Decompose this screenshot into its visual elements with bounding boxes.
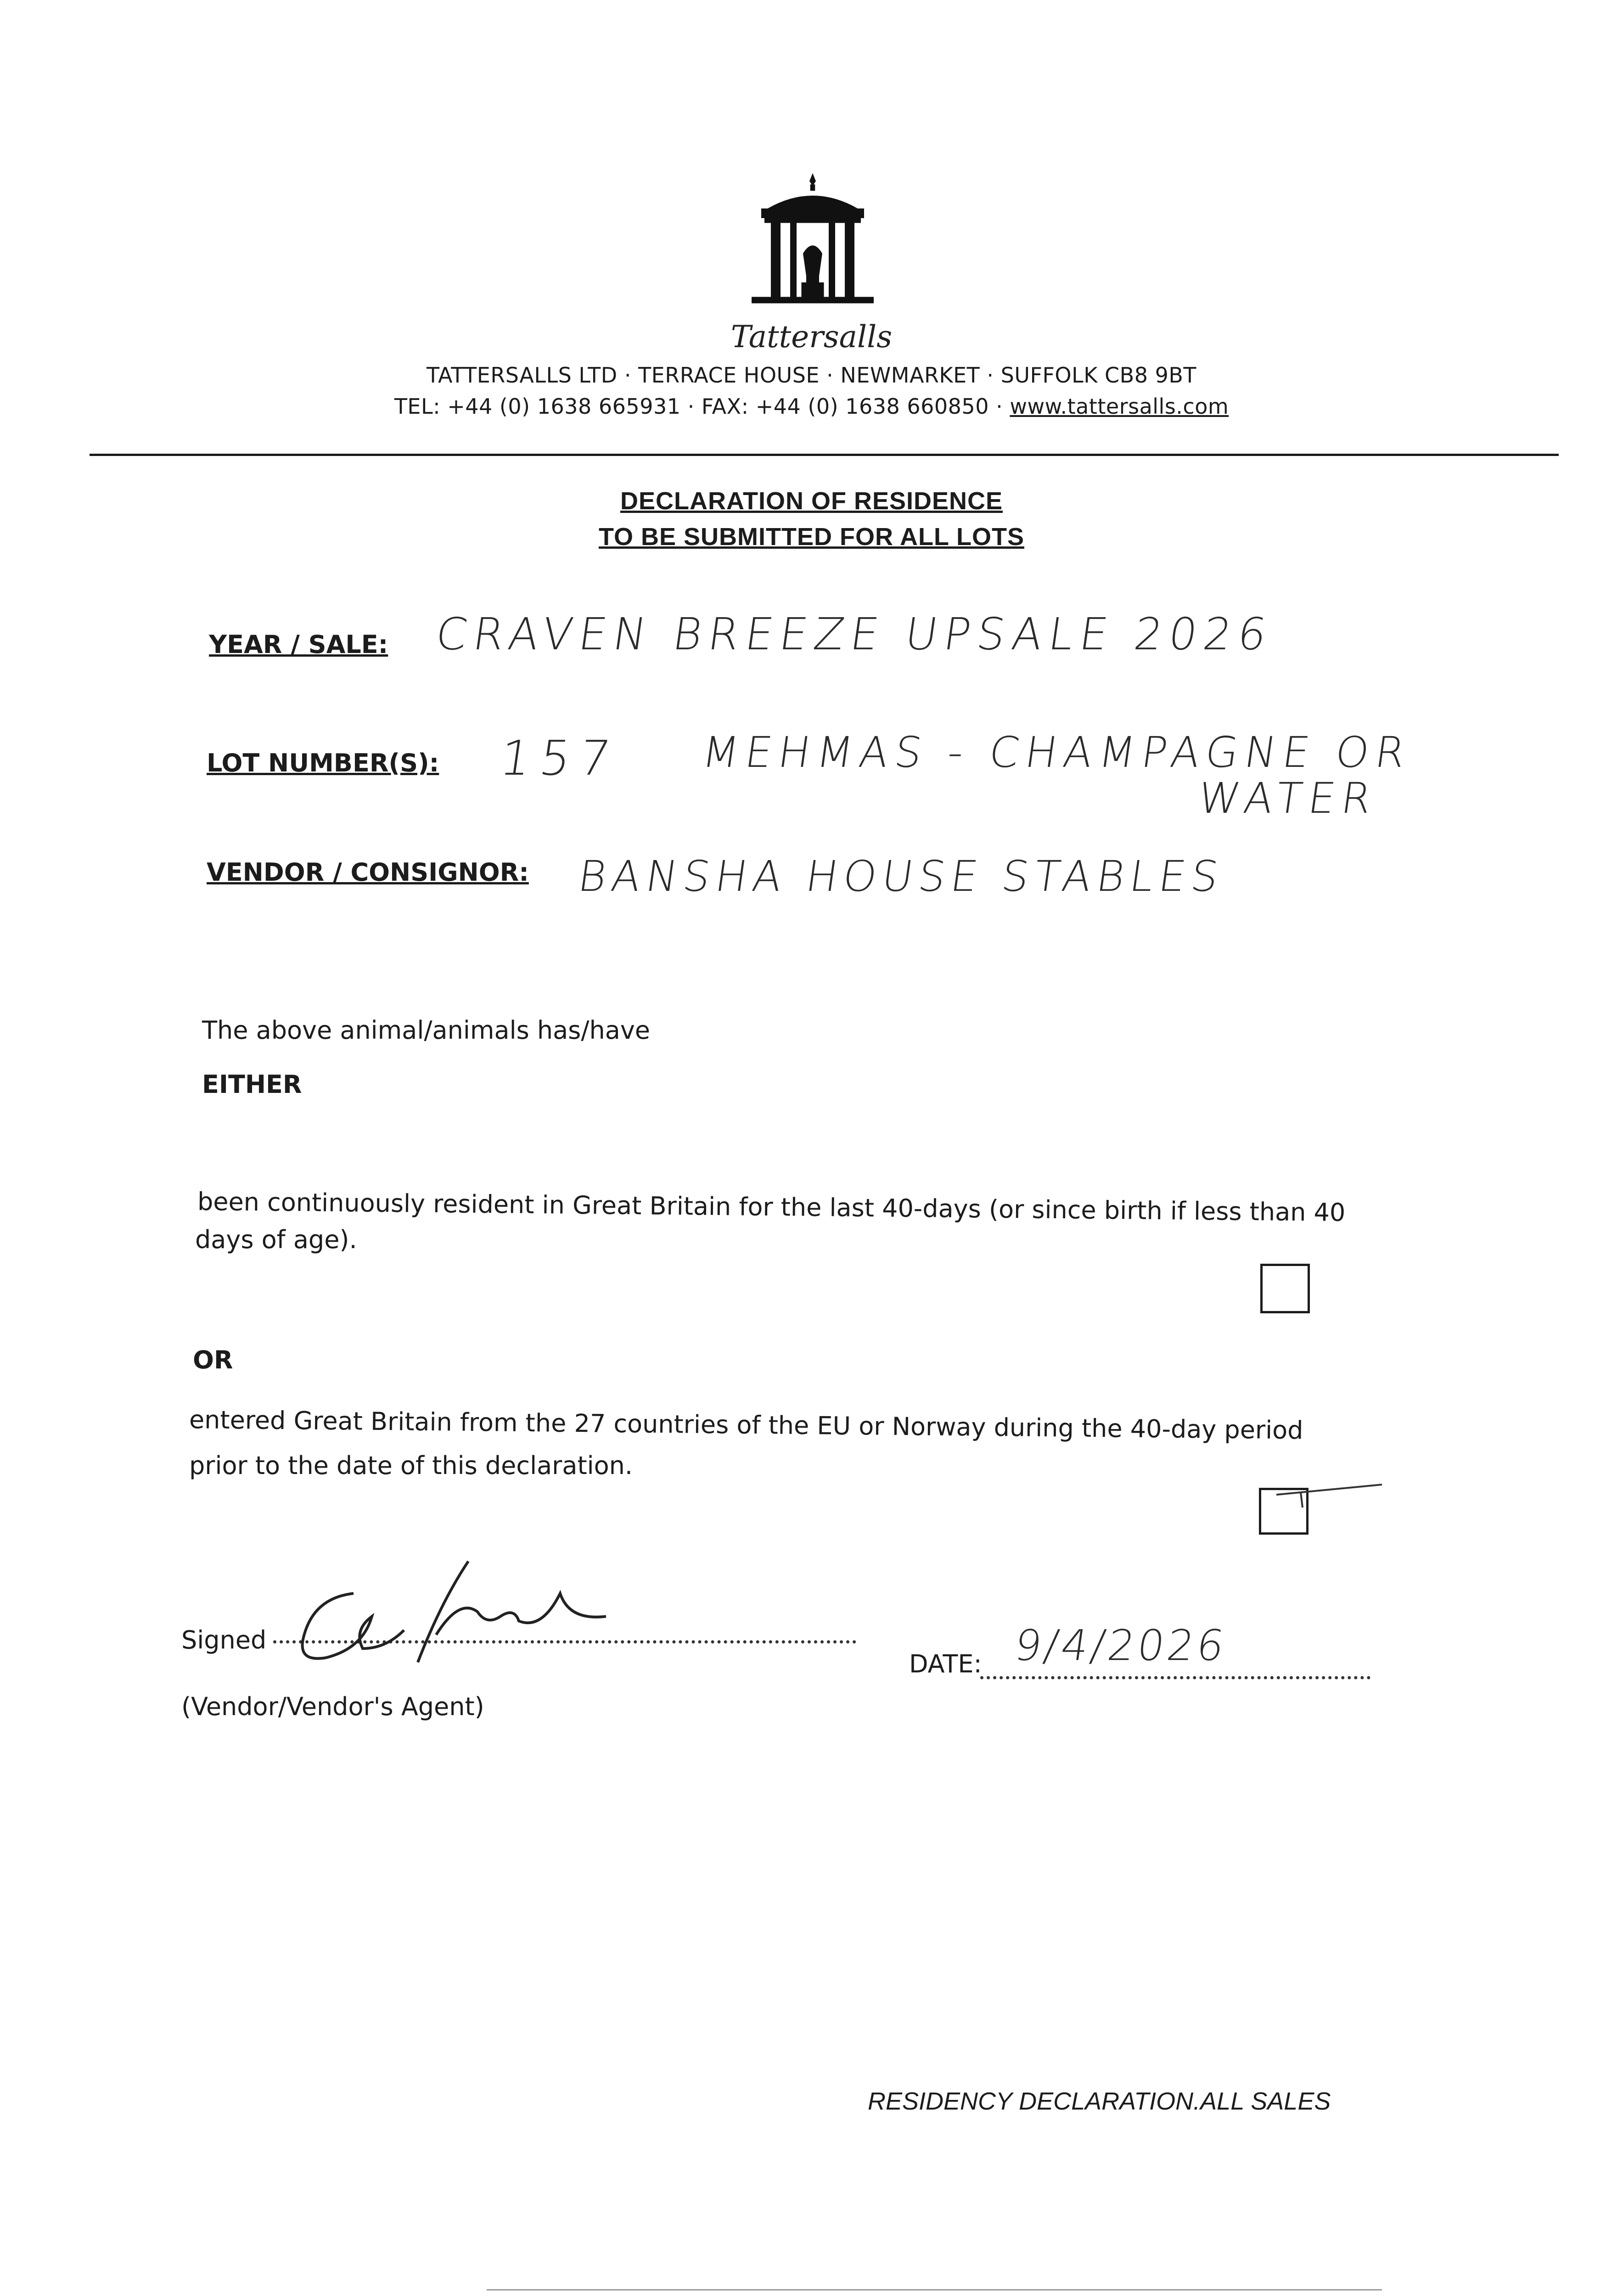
form-subtitle: TO BE SUBMITTED FOR ALL LOTS bbox=[599, 523, 1024, 551]
vendor-value: BANSHA HOUSE STABLES bbox=[575, 852, 1227, 901]
contact-phone-fax: TEL: +44 (0) 1638 665931 · FAX: +44 (0) 1638 660850 · bbox=[394, 394, 1003, 419]
signed-label: Signed bbox=[181, 1626, 267, 1654]
date-value: 9/4/2026 bbox=[1011, 1621, 1230, 1670]
option-2-text: entered Great Britain from the 27 countries of the EU or Norway during the 40-day period bbox=[189, 1405, 1303, 1445]
option-1-checkbox[interactable] bbox=[1260, 1264, 1310, 1313]
company-address: TATTERSALLS LTD · TERRACE HOUSE · NEWMARKET · SUFFOLK CB8 9BT bbox=[426, 363, 1197, 388]
lot-name-continuation: WATER bbox=[1195, 774, 1381, 823]
option-1-text-cont: days of age). bbox=[195, 1225, 357, 1254]
brand-name: Tattersalls bbox=[730, 319, 893, 355]
intro-text: The above animal/animals has/have bbox=[202, 1016, 651, 1045]
option-1-text: been continuously resident in Great Britain for the last 40-days (or since birth if less than 40 bbox=[197, 1187, 1346, 1227]
year-sale-value: CRAVEN BREEZE UPSALE 2026 bbox=[432, 608, 1276, 660]
or-label: OR bbox=[193, 1345, 233, 1374]
form-title: DECLARATION OF RESIDENCE bbox=[620, 487, 1003, 515]
contact-line bbox=[0, 394, 1623, 419]
vendor-agent-label: (Vendor/Vendor's Agent) bbox=[181, 1692, 484, 1721]
either-label: EITHER bbox=[202, 1070, 302, 1099]
year-sale-label: YEAR / SALE: bbox=[209, 630, 388, 659]
footer-text: RESIDENCY DECLARATION.ALL SALES bbox=[868, 2088, 1331, 2115]
date-label: DATE: bbox=[909, 1649, 982, 1678]
lot-numbers-label: LOT NUMBER(S): bbox=[207, 748, 439, 777]
check-mark-icon bbox=[1274, 1481, 1384, 1508]
header-divider bbox=[90, 454, 1559, 456]
date-line bbox=[980, 1676, 1370, 1679]
bottom-edge-line bbox=[487, 2289, 1382, 2290]
lot-name-value: MEHMAS - CHAMPAGNE OR bbox=[699, 728, 1415, 777]
tattersalls-logo bbox=[732, 170, 893, 331]
website-link[interactable]: www.tattersalls.com bbox=[1010, 394, 1229, 419]
lot-number-value: 157 bbox=[496, 730, 623, 786]
signature-icon bbox=[285, 1543, 643, 1681]
vendor-label: VENDOR / CONSIGNOR: bbox=[207, 858, 529, 887]
option-2-text-cont: prior to the date of this declaration. bbox=[189, 1451, 633, 1480]
